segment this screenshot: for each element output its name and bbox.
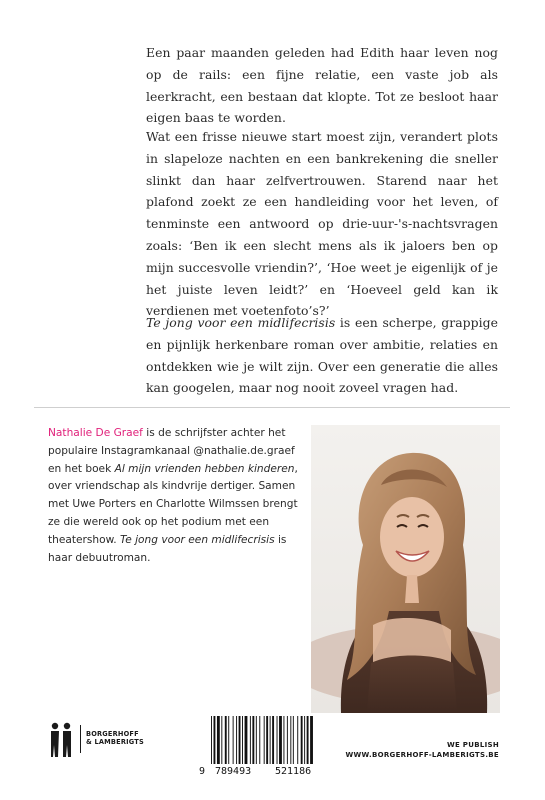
bio-book-2: Te jong voor een midlifecrisis	[120, 533, 275, 546]
barcode-bar	[264, 716, 265, 764]
bio-text-3: is haar debuutroman.	[48, 533, 287, 564]
barcode-bar	[242, 716, 243, 764]
barcode-bar	[217, 716, 220, 764]
barcode-bar	[279, 716, 282, 764]
publisher-name	[86, 730, 144, 747]
publisher-logo	[47, 721, 187, 757]
author-name: Nathalie De Graef	[48, 427, 143, 439]
barcode-bars	[199, 716, 339, 768]
barcode-bar	[239, 716, 241, 764]
barcode-bar	[272, 716, 274, 764]
barcode-bar	[307, 716, 309, 764]
barcode-bar	[304, 716, 305, 764]
barcode-bar	[211, 716, 212, 764]
barcode-bar	[290, 716, 291, 764]
barcode-bar	[233, 716, 234, 764]
barcode-bar	[277, 716, 278, 764]
barcode-bar	[236, 716, 237, 764]
barcode-digit-prefix: 9	[199, 766, 206, 777]
barcode-bar	[245, 716, 248, 764]
barcode-bar	[228, 716, 229, 764]
barcode-bar	[225, 716, 227, 764]
blurb-paragraph-2	[146, 126, 498, 322]
author-portrait-image	[311, 425, 500, 713]
barcode-bar	[310, 716, 313, 764]
barcode-bar	[287, 716, 288, 764]
barcode-bar	[252, 716, 254, 764]
section-divider	[34, 407, 510, 408]
publisher-slogan	[346, 741, 499, 760]
publisher-mark-icon	[47, 721, 75, 757]
barcode-digits-right: 521186	[275, 766, 312, 777]
bio-text-1: is de schrijfster achter het populaire Instagramkanaal @nathalie.de.graef en het boek	[48, 427, 295, 475]
blurb-text-2: Wat een frisse nieuwe start moest zijn, verandert plots in slapeloze nachten en een bankrekening die sneller slinkt dan haar zelfvertrouwen. Starend naar het plafond zoekt ze een handleiding voor het leven, of tenminste een antwoord op drie-uur-'s-nachtsvragen zoals: ‘Ben ik een slecht mens als ik jaloers ben op mijn succesvolle vriendin?’, ‘Hoe weet je eigenlijk of je het juiste leven leidt?’ en ‘Hoeveel geld kan ik verdienen met voetenfoto’s?’	[146, 129, 498, 319]
barcode-bar	[301, 716, 303, 764]
publisher-name-line-2: & LAMBERIGTS	[86, 738, 144, 747]
blurb-paragraph-3	[146, 312, 498, 399]
barcode-bar	[266, 716, 268, 764]
barcode-bar	[221, 716, 222, 764]
barcode-bar	[256, 716, 257, 764]
publisher-website: WWW.BORGERHOFF-LAMBERIGTS.BE	[345, 750, 499, 759]
author-photo	[311, 425, 500, 713]
isbn-barcode	[199, 716, 339, 782]
slogan-text: WE PUBLISH	[446, 741, 499, 749]
blurb-text-3	[146, 312, 498, 399]
barcode-bar	[214, 716, 216, 764]
barcode-bar	[259, 716, 260, 764]
barcode-bar	[293, 716, 294, 764]
barcode-digits-left: 789493	[215, 766, 252, 777]
bio-text-2: , over vriendschap als kindvrije dertiger. Samen met Uwe Porters en Charlotte Wilmssen brengt ze die wereld ook op het podium met een theatershow.	[48, 462, 298, 546]
blurb-paragraph-1	[146, 42, 498, 129]
barcode-bar	[250, 716, 251, 764]
publisher-name-line-1: BORGERHOFF	[86, 730, 139, 738]
author-bio	[48, 425, 302, 567]
blurb-text-3-rest: is een scherpe, grappige en pijnlijk herkenbare roman over ambitie, relaties en ontdekken wie je wilt zijn. Over een generatie die alles kan googelen, maar nog nooit zoveel vragen had.	[146, 315, 498, 396]
blurb-text-1: Een paar maanden geleden had Edith haar leven nog op de rails: een fijne relatie, een vaste job als leerkracht, een bestaan dat klopte. Tot ze besloot haar eigen baas te worden.	[146, 45, 498, 126]
bio-book-1: Al mijn vrienden hebben kinderen	[114, 462, 295, 475]
barcode-bar	[283, 716, 284, 764]
barcode-bar	[270, 716, 271, 764]
logo-divider	[80, 725, 81, 753]
barcode-bar	[297, 716, 298, 764]
book-title-italic: Te jong voor een midlifecrisis	[146, 315, 336, 330]
